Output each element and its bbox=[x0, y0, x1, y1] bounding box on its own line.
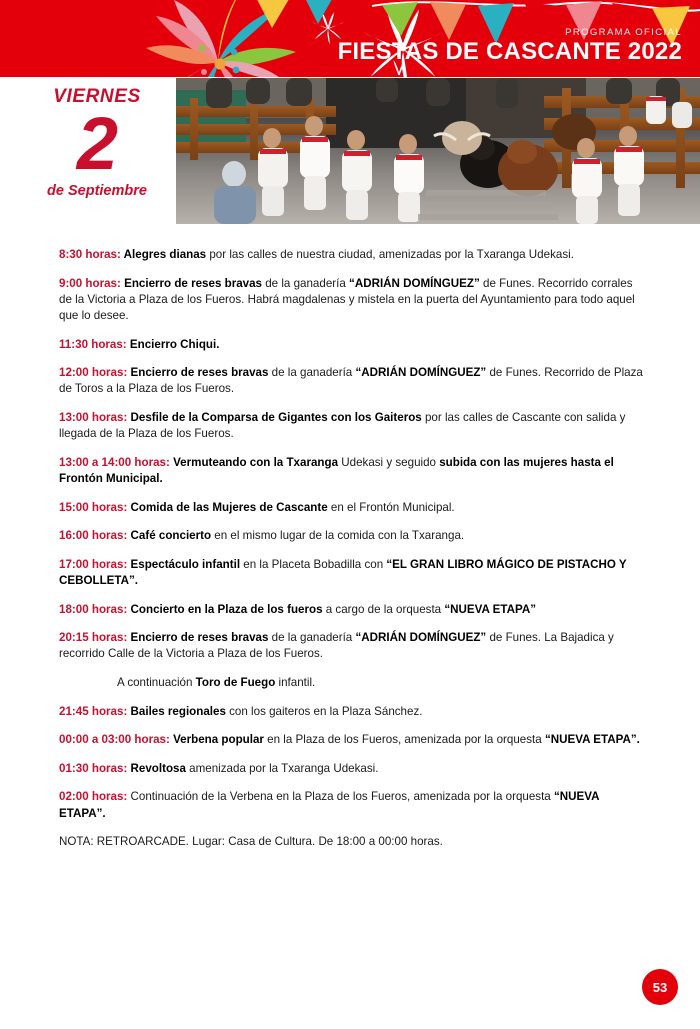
entry-text: “NUEVA ETAPA”. bbox=[544, 733, 640, 747]
entry-time: 20:15 horas: bbox=[59, 631, 128, 645]
entry-time: 01:30 horas: bbox=[59, 761, 128, 775]
page-header bbox=[0, 0, 700, 77]
entry-text: de Funes. La Bajadica y recorrido Calle de la Victoria a Plaza de los Fueros. bbox=[59, 631, 614, 661]
entry-time: 8:30 horas: bbox=[59, 248, 121, 261]
program-entry bbox=[59, 630, 643, 662]
entry-text: Toro de Fuego bbox=[195, 675, 276, 689]
date-weekday: VIERNES bbox=[53, 86, 141, 107]
program-entry bbox=[59, 276, 643, 325]
entry-text: con los gaiteros en la Plaza Sánchez. bbox=[225, 704, 423, 718]
header-title-group bbox=[338, 27, 682, 65]
entry-text: “NUEVA ETAPA”. bbox=[59, 790, 600, 820]
program-entry bbox=[59, 455, 643, 487]
entry-text: “NUEVA ETAPA” bbox=[444, 602, 537, 616]
program-entry bbox=[59, 247, 643, 263]
program-entry bbox=[59, 410, 643, 442]
entry-text: a cargo de la orquesta bbox=[322, 602, 445, 616]
encierro-photo-graphic bbox=[176, 78, 700, 224]
entry-text: Encierro de reses bravas bbox=[127, 366, 269, 380]
entry-text: Comida de las Mujeres de Cascante bbox=[127, 500, 328, 514]
program-entry bbox=[59, 602, 643, 618]
entry-time: 13:00 a 14:00 horas: bbox=[59, 455, 170, 469]
entry-text: en el Frontón Municipal. bbox=[327, 500, 455, 514]
entry-text: por las calles de nuestra ciudad, amenizadas por la Txaranga Udekasi. bbox=[206, 248, 574, 261]
entry-text: Verbena popular bbox=[169, 733, 264, 747]
entry-text: Café concierto bbox=[127, 529, 212, 543]
entry-text: Alegres dianas bbox=[120, 248, 207, 261]
entry-time: 16:00 horas: bbox=[59, 529, 128, 543]
entry-text: de la ganadería bbox=[268, 366, 356, 380]
entry-text: Vermuteando con la Txaranga bbox=[169, 455, 339, 469]
program-entry bbox=[59, 500, 643, 516]
entry-text: de Funes. Recorrido de Plaza de Toros a la Plaza de los Fueros. bbox=[59, 366, 643, 396]
entry-text: A continuación bbox=[117, 675, 196, 689]
entry-time: 13:00 horas: bbox=[59, 410, 128, 424]
entry-time: 18:00 horas: bbox=[59, 602, 128, 616]
entry-time: 21:45 horas: bbox=[59, 704, 128, 718]
page-title: FIESTAS DE CASCANTE 2022 bbox=[337, 38, 682, 65]
entry-text: Concierto en la Plaza de los fueros bbox=[127, 602, 323, 616]
entry-text: de la ganadería bbox=[268, 631, 356, 645]
entry-time: 15:00 horas: bbox=[59, 500, 128, 514]
entry-text: “ADRIÁN DOMÍNGUEZ” bbox=[355, 366, 487, 380]
entry-text: Encierro de reses bravas bbox=[120, 276, 262, 290]
program-entries-list bbox=[59, 247, 643, 863]
entry-time: 00:00 a 03:00 horas: bbox=[59, 733, 170, 747]
program-entry bbox=[59, 834, 643, 850]
program-entry bbox=[59, 789, 643, 821]
entry-text: en el mismo lugar de la comida con la Txaranga. bbox=[211, 529, 465, 543]
date-day-number: 2 bbox=[76, 102, 118, 185]
entry-time: 11:30 horas: bbox=[59, 337, 127, 351]
entry-text: Udekasi y seguido bbox=[338, 455, 440, 469]
entry-text: “ADRIÁN DOMÍNGUEZ” bbox=[349, 276, 480, 290]
entry-text: NOTA: RETROARCADE. Lugar: Casa de Cultura. De 18:00 a 00:00 horas. bbox=[59, 835, 443, 849]
entry-text: Espectáculo infantil bbox=[127, 557, 241, 571]
date-month: de Septiembre bbox=[47, 183, 147, 199]
entry-text: de la ganadería bbox=[262, 276, 350, 290]
program-entry bbox=[59, 675, 643, 691]
entry-text: Encierro Chiqui. bbox=[126, 337, 220, 351]
date-block bbox=[22, 86, 172, 200]
entry-text: en la Plaza de los Fueros, amenizada por la orquesta bbox=[263, 733, 545, 747]
program-entry bbox=[59, 732, 643, 748]
entry-text: en la Placeta Bobadilla con bbox=[240, 557, 387, 571]
encierro-photo bbox=[176, 78, 700, 224]
entry-time: 9:00 horas: bbox=[59, 276, 121, 290]
entry-text: de Funes. Recorrido corrales de la Victoria a Plaza de los Fueros. Habrá magdalenas y mistela en la puerta del Ayuntamiento para todo aquel que lo desee. bbox=[59, 276, 635, 322]
entry-text: Bailes regionales bbox=[127, 704, 226, 718]
page-number-label: 53 bbox=[652, 979, 668, 995]
program-entry bbox=[59, 557, 643, 589]
entry-time: 12:00 horas: bbox=[59, 366, 128, 380]
program-entry bbox=[59, 761, 643, 777]
entry-text: Continuación de la Verbena en la Plaza de los Fueros, amenizada por la orquesta bbox=[127, 790, 554, 804]
entry-text: Revoltosa bbox=[127, 761, 186, 775]
program-entry bbox=[59, 337, 643, 353]
entry-time: 17:00 horas: bbox=[59, 557, 128, 571]
program-entry bbox=[59, 528, 643, 544]
program-entry bbox=[59, 365, 643, 397]
entry-time: 02:00 horas: bbox=[59, 790, 128, 804]
page-number-badge bbox=[642, 969, 678, 1005]
program-entry bbox=[59, 704, 643, 720]
entry-text: infantil. bbox=[275, 675, 316, 689]
entry-text: por las calles de Cascante con salida y llegada de la Plaza de los Fueros. bbox=[59, 410, 626, 441]
entry-text: “ADRIÁN DOMÍNGUEZ” bbox=[355, 631, 487, 645]
entry-text: amenizada por la Txaranga Udekasi. bbox=[185, 761, 379, 775]
entry-text: Encierro de reses bravas bbox=[127, 631, 269, 645]
entry-text: “EL GRAN LIBRO MÁGICO DE PISTACHO Y CEBOLLETA”. bbox=[59, 557, 627, 587]
entry-text: subida con las mujeres hasta el Frontón Municipal. bbox=[59, 455, 614, 485]
program-official-label: PROGRAMA OFICIAL bbox=[565, 27, 682, 38]
entry-text: Desfile de la Comparsa de Gigantes con los Gaiteros bbox=[127, 410, 422, 424]
